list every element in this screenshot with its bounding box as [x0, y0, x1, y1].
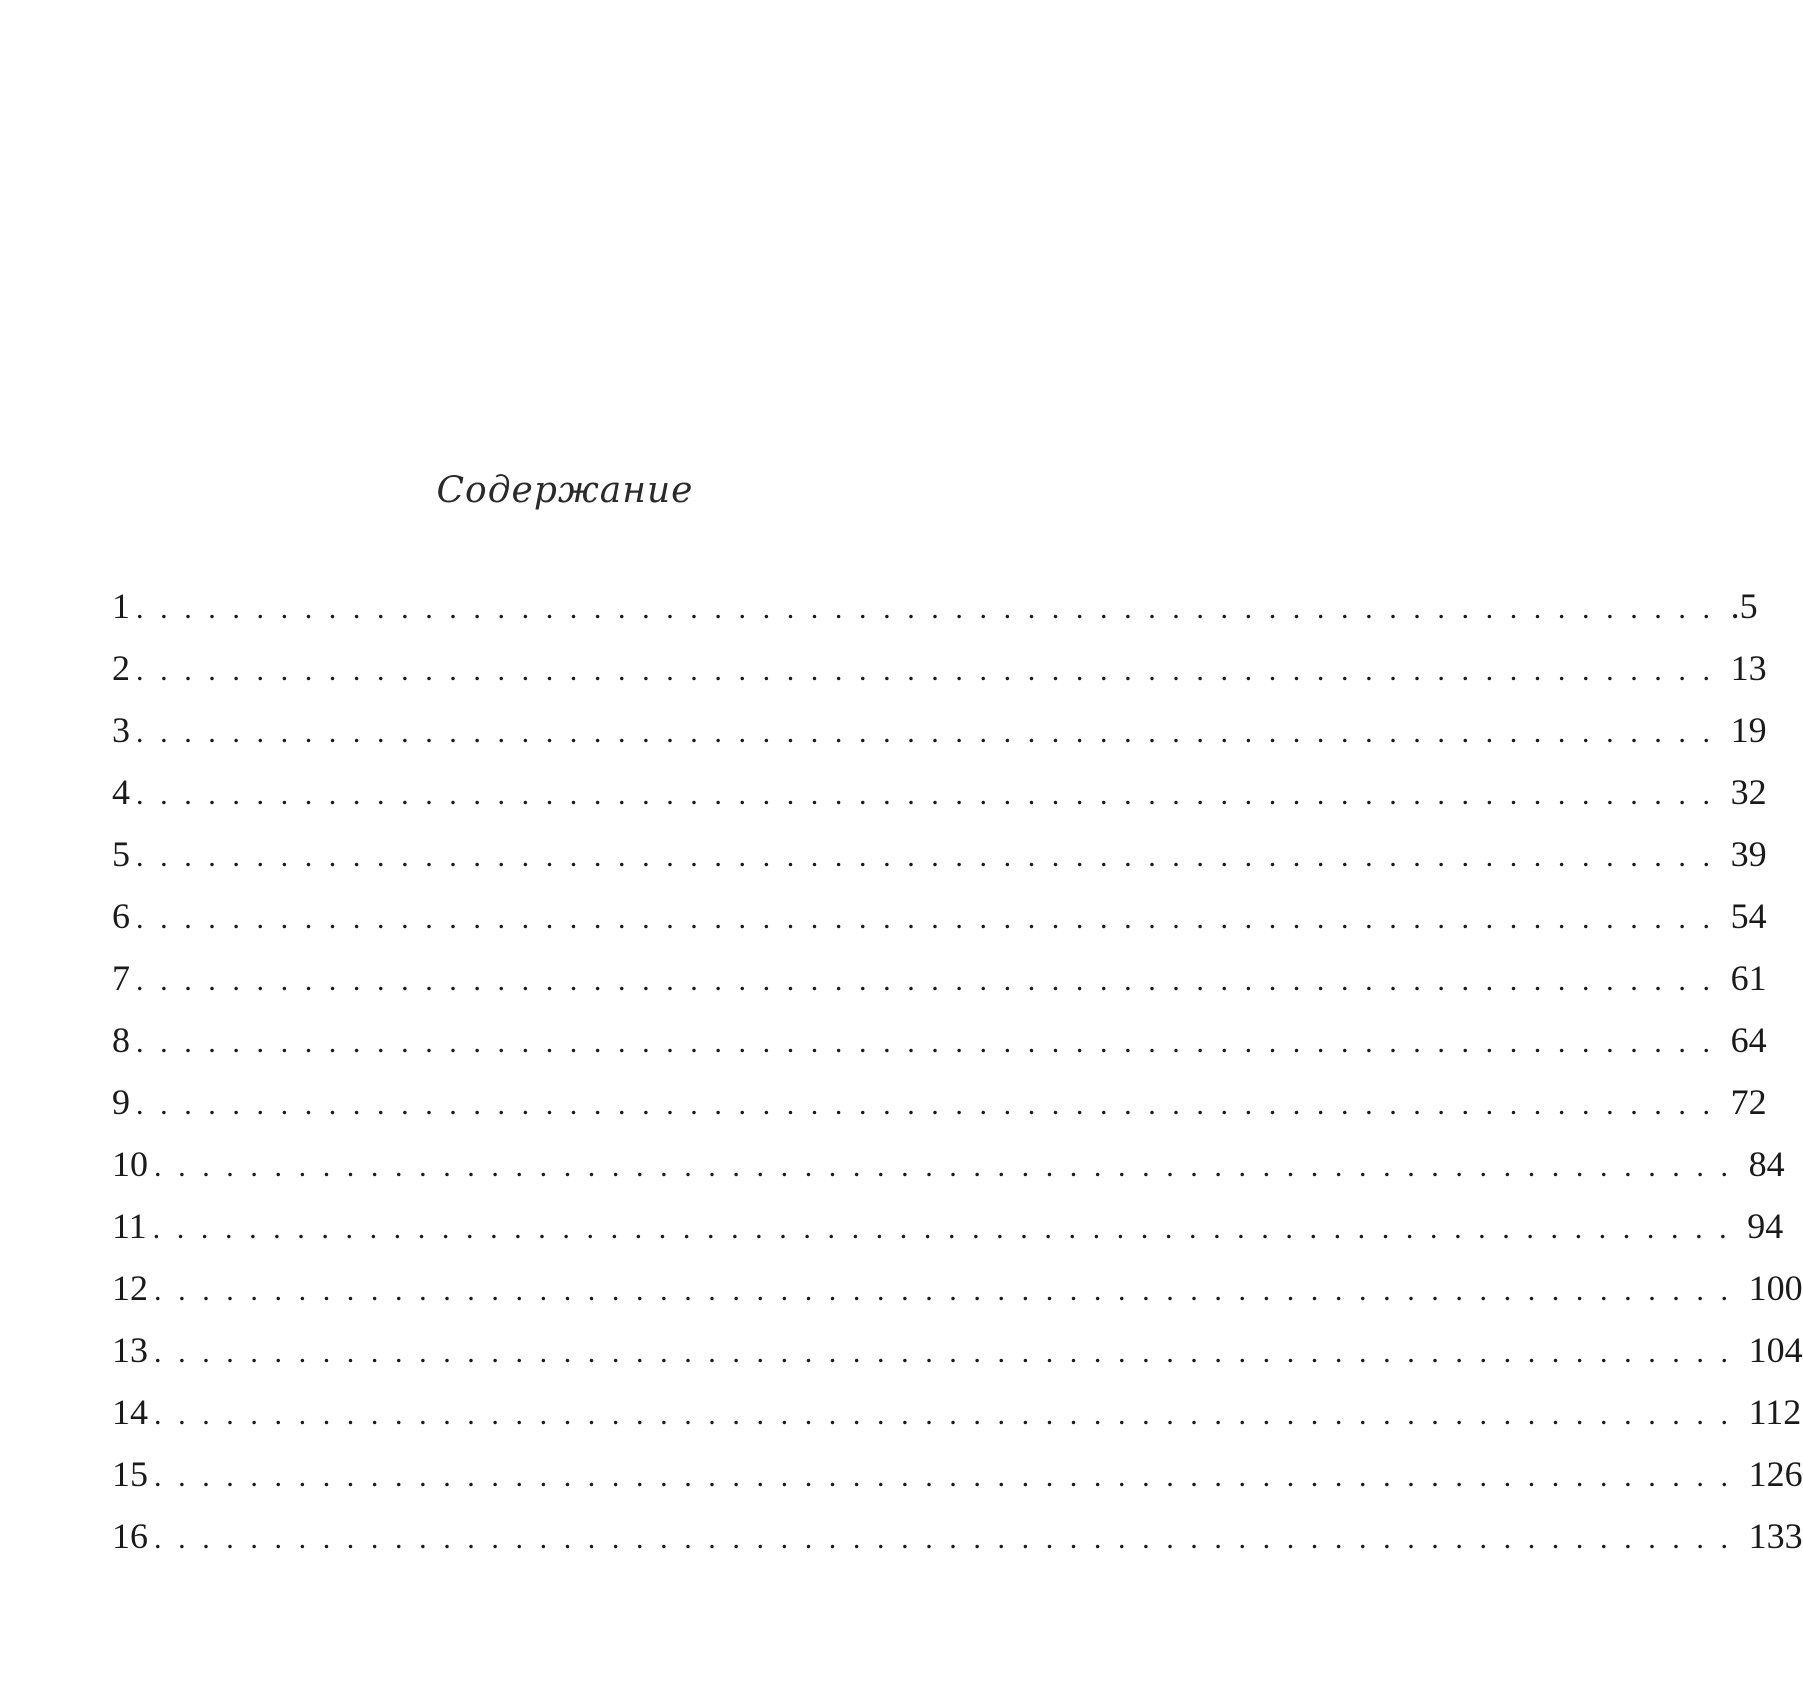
page-number: 32 [1730, 772, 1767, 812]
toc-entry [112, 1453, 1803, 1515]
dot-leader: .................................................................. [136, 902, 1727, 935]
page-number: 94 [1747, 1206, 1784, 1246]
page-number: 100 [1748, 1268, 1803, 1308]
toc-entry [112, 1019, 1767, 1081]
dot-leader: .................................................................. [136, 964, 1727, 997]
chapter-number: 9 [112, 1082, 130, 1122]
page-number: 126 [1748, 1454, 1803, 1494]
chapter-number: 11 [112, 1206, 147, 1246]
page-number: .5 [1730, 586, 1758, 626]
toc-entry [112, 1391, 1802, 1453]
page-number: 61 [1730, 958, 1767, 998]
page-number: 39 [1730, 834, 1767, 874]
dot-leader: .................................................................. [136, 592, 1727, 625]
dot-leader: .................................................................. [154, 1460, 1745, 1493]
toc-entry [112, 957, 1767, 1019]
toc-entry [112, 709, 1767, 771]
toc-entry [112, 1267, 1803, 1329]
dot-leader: .................................................................. [154, 1522, 1745, 1555]
dot-leader: .................................................................. [152, 1212, 1744, 1245]
page-number: 54 [1730, 896, 1767, 936]
chapter-number: 2 [112, 648, 130, 688]
toc-entry [112, 1515, 1803, 1577]
toc-entry [112, 1081, 1767, 1143]
chapter-number: 4 [112, 772, 130, 812]
dot-leader: .................................................................. [136, 778, 1727, 811]
page-number: 104 [1748, 1330, 1803, 1370]
chapter-number: 14 [112, 1392, 148, 1432]
chapter-number: 3 [112, 710, 130, 750]
page-number: 19 [1730, 710, 1767, 750]
chapter-number: 6 [112, 896, 130, 936]
page-number: 64 [1730, 1020, 1767, 1060]
chapter-number: 12 [112, 1268, 148, 1308]
chapter-number: 5 [112, 834, 130, 874]
dot-leader: .................................................................. [136, 840, 1727, 873]
chapter-number: 13 [112, 1330, 148, 1370]
page-number: 112 [1748, 1392, 1802, 1432]
toc-entry [112, 1329, 1803, 1391]
toc-list [112, 585, 1803, 1577]
toc-title: Содержание [436, 470, 694, 511]
chapter-number: 7 [112, 958, 130, 998]
page-number: 84 [1748, 1144, 1785, 1184]
dot-leader: .................................................................. [154, 1398, 1745, 1431]
toc-entry [112, 771, 1767, 833]
page-number: 13 [1730, 648, 1767, 688]
toc-entry [112, 1205, 1784, 1267]
chapter-number: 16 [112, 1516, 148, 1556]
dot-leader: .................................................................. [136, 1088, 1727, 1121]
page-number: 72 [1730, 1082, 1767, 1122]
chapter-number: 8 [112, 1020, 130, 1060]
toc-entry [112, 647, 1767, 709]
chapter-number: 1 [112, 586, 130, 626]
dot-leader: .................................................................. [154, 1274, 1745, 1307]
chapter-number: 10 [112, 1144, 148, 1184]
dot-leader: .................................................................. [154, 1150, 1745, 1183]
toc-entry [112, 833, 1767, 895]
dot-leader: .................................................................. [136, 1026, 1727, 1059]
toc-entry [112, 1143, 1785, 1205]
dot-leader: .................................................................. [154, 1336, 1745, 1369]
toc-entry [112, 585, 1758, 647]
toc-entry [112, 895, 1767, 957]
dot-leader: .................................................................. [136, 654, 1727, 687]
page-number: 133 [1748, 1516, 1803, 1556]
chapter-number: 15 [112, 1454, 148, 1494]
dot-leader: .................................................................. [136, 716, 1727, 749]
